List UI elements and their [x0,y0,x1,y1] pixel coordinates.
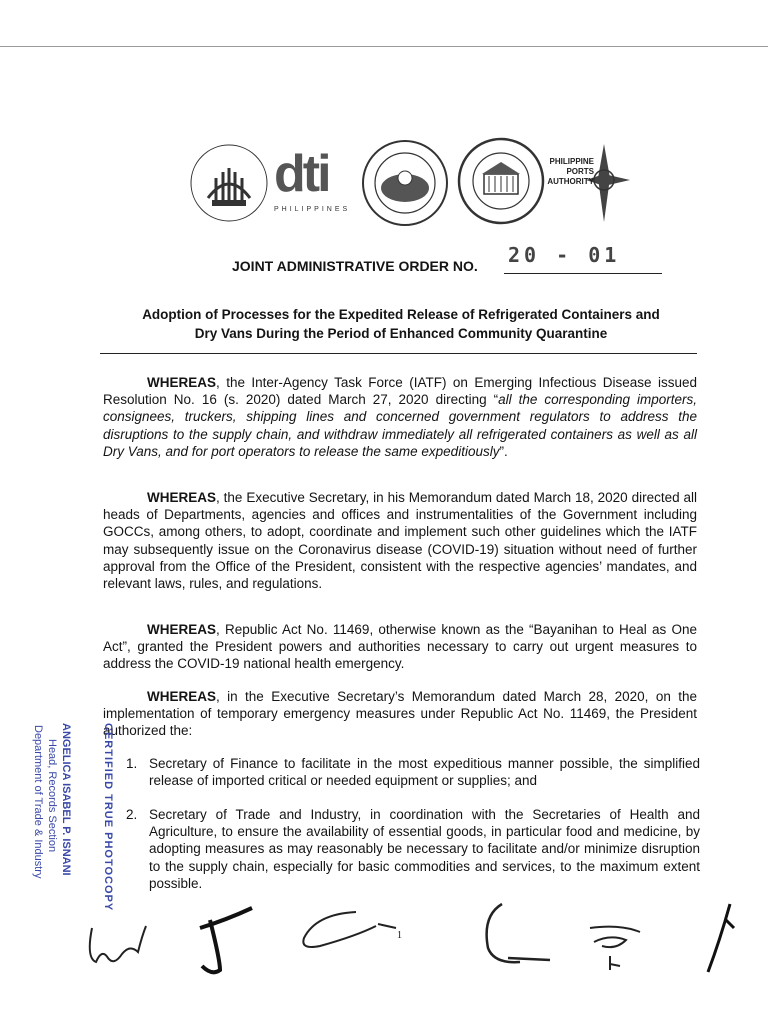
order-number-line [232,243,672,279]
department-of-agriculture-seal-icon [186,140,272,226]
dti-logo-text: dti [274,145,329,203]
order-label: JOINT ADMINISTRATIVE ORDER NO. [232,258,478,274]
document-title: Adoption of Processes for the Expedited Release of Refrigerated Containers and Dry Vans During the Period of Enhanced Community Quarantine [142,307,660,341]
order-underline [504,273,662,274]
whereas-paragraph-2: WHEREAS, the Executive Secretary, in his Memorandum dated March 18, 2020 directed all heads of Departments, agencies and offices and instrumentalities of the Government including GOCCs, among others, to adopt, coordinate and implement such other guidelines which the IATF may subsequently issue on the Coronavirus disease (COVID-19) situation without need of further approval from the Office of the President, consistent with the respective agencies’ mandates, and relevant laws, rules, and regulations. [103,490,697,592]
top-rule [0,46,768,47]
signature-5-icon [580,906,650,976]
whereas-paragraph-1: WHEREAS, the Inter-Agency Task Force (IATF) on Emerging Infectious Disease issued Resolution No. 16 (s. 2020) dated March 27, 2020 directing “all the corresponding importers, consignees, truckers, shipping lines and concerned government regulators to address the disruptions to the supply chain, and withdraw immediately all refrigerated containers as well as all Dry Vans, and for port operators to release the same expeditiously”. [103,375,697,459]
dti-logo-subtext: PHILIPPINES [274,206,351,213]
signature-3-icon [296,906,406,956]
dti-logo [274,146,352,226]
stamp-department: Department of Trade & Industry [32,725,44,879]
department-of-finance-seal-icon [360,138,450,228]
whereas-paragraph-4: WHEREAS, in the Executive Secretary’s Memorandum dated March 28, 2020, on the implementation of temporary emergency measures under Republic Act No. 11469, the President authorized the: [103,689,697,739]
certified-true-copy-stamp [2,715,122,915]
stamp-certified: CERTIFIED TRUE PHOTOCOPY [102,723,114,912]
signature-2-icon [190,900,260,980]
stamp-name: ANGELICA ISABEL P. ISNANI [60,723,72,876]
signature-6-icon [700,900,740,976]
order-number: 20 - 01 [508,243,621,267]
ppa-logo-text: PHILIPPINE PORTS AUTHORITY [547,157,594,186]
signature-4-icon [480,896,560,976]
whereas-paragraph-3: WHEREAS, Republic Act No. 11469, otherwise known as the “Bayanihan to Heal as One Act”, granted the President powers and authorities necessary to carry out urgent measures to address the COVID-19 national health emergency. [103,622,697,672]
stamp-section: Head, Records Section [46,739,58,853]
title-rule [100,353,697,354]
signature-1-icon [82,918,152,978]
page-number: 1 [397,930,402,941]
